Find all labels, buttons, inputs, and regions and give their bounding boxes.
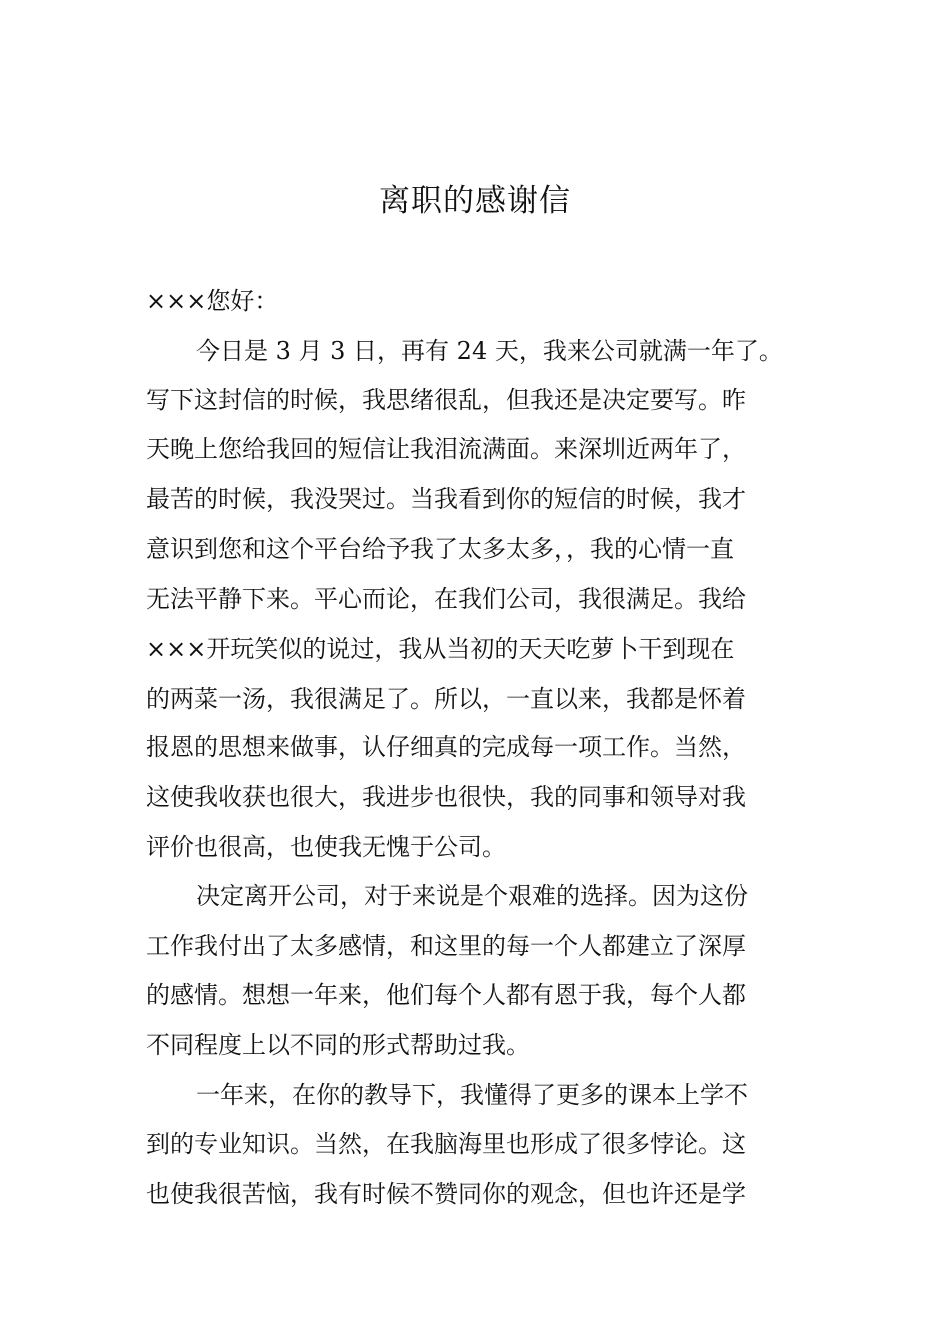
paragraph-line: 决定离开公司，对于来说是个艰难的选择。因为这份 xyxy=(196,882,748,910)
greeting: ×××您好： xyxy=(146,287,279,315)
paragraph-line: 的感情。想想一年来，他们每个人都有恩于我，每个人都 xyxy=(146,981,746,1009)
paragraph-line: 一年来，在你的教导下，我懂得了更多的课本上学不 xyxy=(196,1081,748,1109)
paragraph-line: 也使我很苦恼，我有时候不赞同你的观念，但也许还是学 xyxy=(146,1180,746,1208)
paragraph-line: 天晚上您给我回的短信让我泪流满面。来深圳近两年了， xyxy=(146,435,746,463)
paragraph-line: ×××开玩笑似的说过，我从当初的天天吃萝卜干到现在 xyxy=(146,635,735,663)
paragraph-line: 到的专业知识。当然，在我脑海里也形成了很多悖论。这 xyxy=(146,1130,746,1158)
paragraph-line: 的两菜一汤，我很满足了。所以，一直以来，我都是怀着 xyxy=(146,685,746,713)
paragraph-line: 无法平静下来。平心而论，在我们公司，我很满足。我给 xyxy=(146,585,746,613)
paragraph-line: 写下这封信的时候，我思绪很乱，但我还是决定要写。昨 xyxy=(146,386,746,414)
paragraph-line: 意识到您和这个平台给予我了太多太多，，我的心情一直 xyxy=(146,535,734,563)
paragraph-line: 评价也很高，也使我无愧于公司。 xyxy=(146,833,506,861)
paragraph-line: 最苦的时候，我没哭过。当我看到你的短信的时候，我才 xyxy=(146,485,746,513)
document-title: 离职的感谢信 xyxy=(379,183,571,219)
paragraph-line: 这使我收获也很大，我进步也很快，我的同事和领导对我 xyxy=(146,783,746,811)
paragraph-line: 报恩的思想来做事，认仔细真的完成每一项工作。当然， xyxy=(146,733,746,761)
paragraph-line: 不同程度上以不同的形式帮助过我。 xyxy=(146,1031,530,1059)
paragraph-line: 工作我付出了太多感情，和这里的每一个人都建立了深厚 xyxy=(146,932,746,960)
paragraph-line: 今日是 3 月 3 日，再有 24 天，我来公司就满一年了。 xyxy=(196,337,783,365)
